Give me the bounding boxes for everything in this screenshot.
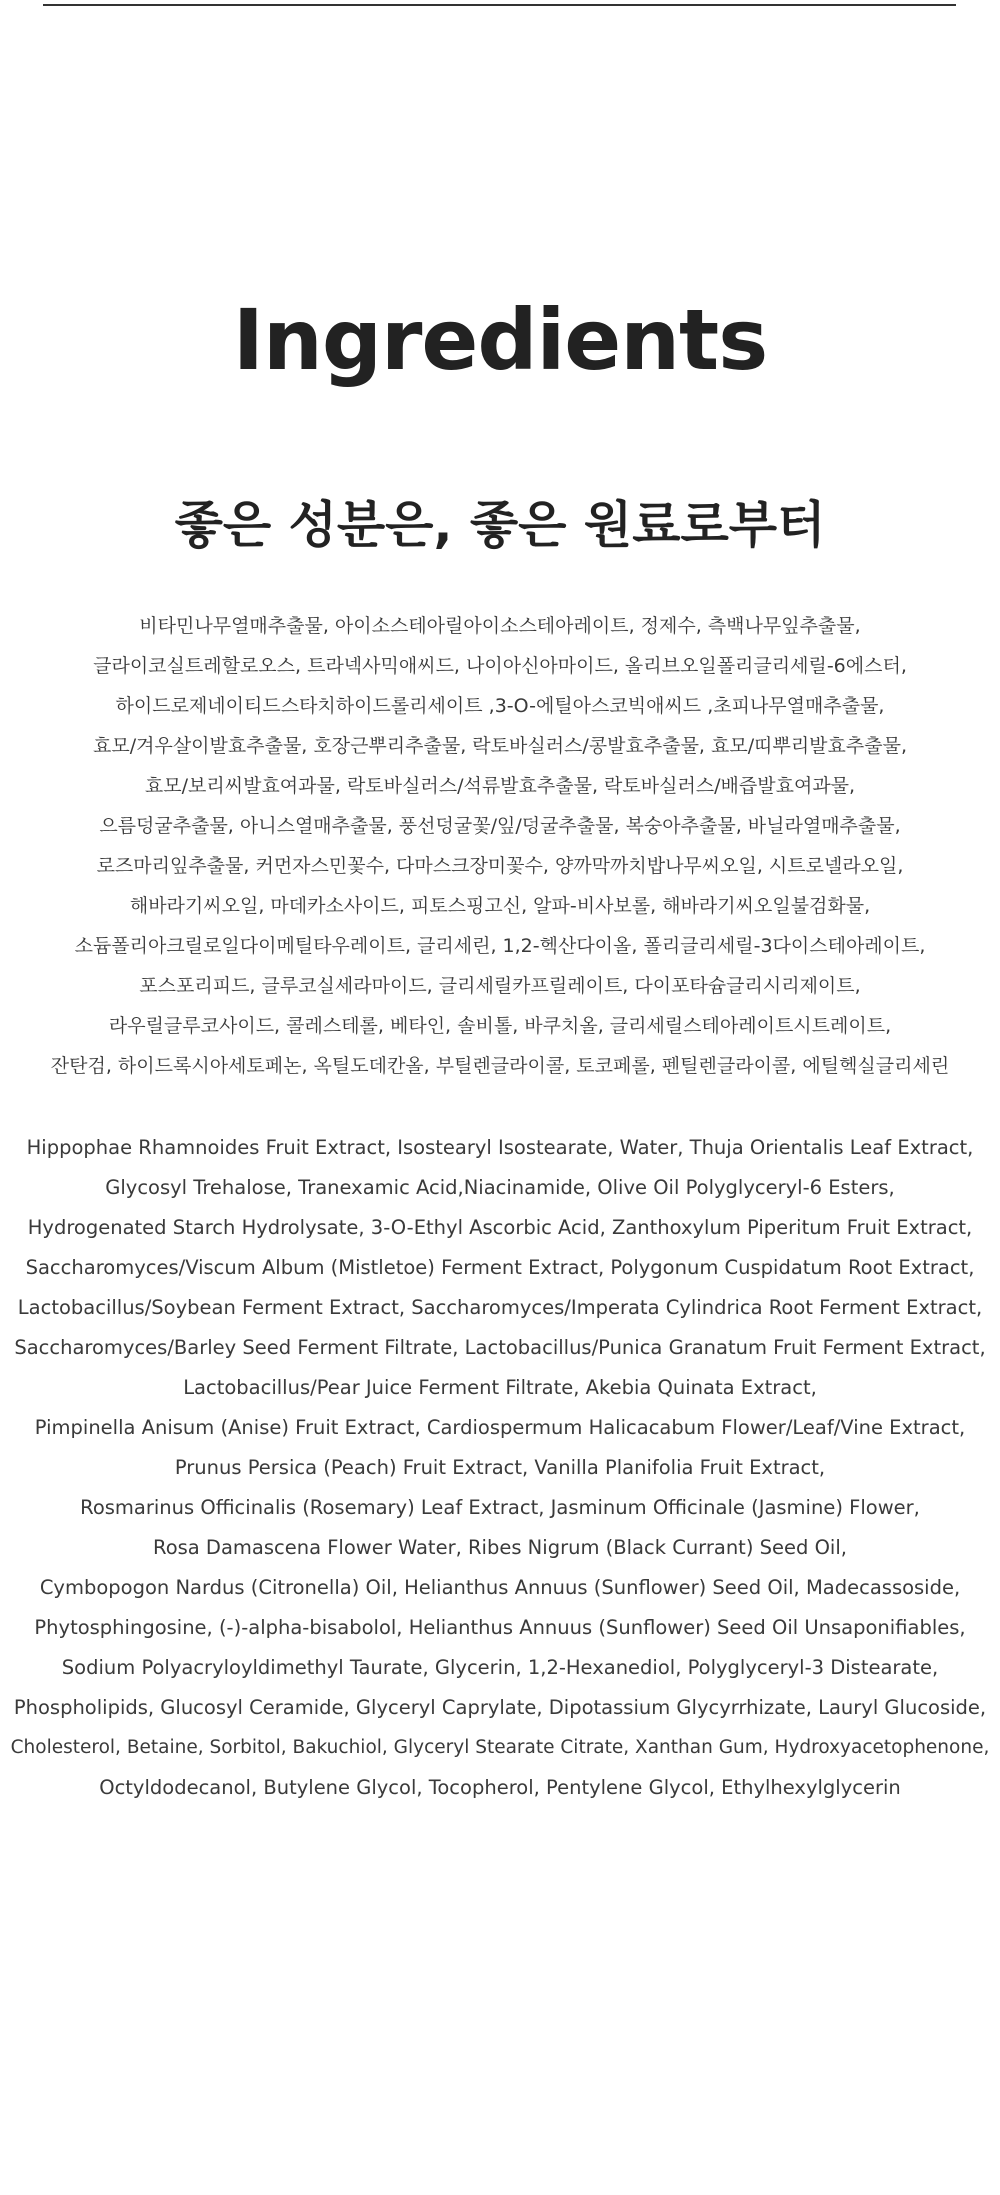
ingredient-line-en: Phytosphingosine, (-)-alpha-bisabolol, Helianthus Annuus (Sunflower) Seed Oil Unsaponifiables,: [34, 1616, 966, 1639]
ingredient-line-en: Pimpinella Anisum (Anise) Fruit Extract, Cardiospermum Halicacabum Flower/Leaf/Vine Extract,: [34, 1416, 966, 1439]
ingredient-line-ko: 글라이코실트레할로오스, 트라넥사믹애씨드, 나이아신아마이드, 올리브오일폴리글리세릴-6에스터,: [93, 655, 907, 677]
ingredients-english: [0, 1128, 1000, 1808]
ingredient-line-en: Glycosyl Trehalose, Tranexamic Acid,Niacinamide, Olive Oil Polyglyceryl-6 Esters,: [105, 1176, 895, 1199]
ingredient-line-en: Cymbopogon Nardus (Citronella) Oil, Helianthus Annuus (Sunflower) Seed Oil, Madecassoside,: [39, 1576, 961, 1599]
ingredient-line-en: Octyldodecanol, Butylene Glycol, Tocopherol, Pentylene Glycol, Ethylhexylglycerin: [99, 1776, 901, 1799]
page-title: Ingredients: [232, 291, 768, 389]
ingredients-korean: [0, 606, 1000, 1086]
page-subtitle: 좋은 성분은, 좋은 원료로부터: [174, 496, 826, 554]
ingredient-line-en: Saccharomyces/Barley Seed Ferment Filtrate, Lactobacillus/Punica Granatum Fruit Ferment Extract,: [14, 1336, 986, 1359]
ingredient-line-ko: 하이드로제네이티드스타치하이드롤리세이트 ,3-O-에틸아스코빅애씨드 ,초피나무열매추출물,: [115, 695, 885, 717]
ingredient-line-en: Phospholipids, Glucosyl Ceramide, Glyceryl Caprylate, Dipotassium Glycyrrhizate, Lauryl Glucoside,: [13, 1696, 987, 1719]
ingredient-line-en: Hippophae Rhamnoides Fruit Extract, Isostearyl Isostearate, Water, Thuja Orientalis Leaf Extract,: [26, 1136, 974, 1159]
ingredient-line-ko: 포스포리피드, 글루코실세라마이드, 글리세릴카프릴레이트, 다이포타슘글리시리제이트,: [139, 975, 861, 997]
ingredient-line-en: Lactobacillus/Soybean Ferment Extract, Saccharomyces/Imperata Cylindrica Root Ferment Extract,: [17, 1296, 983, 1319]
ingredient-line-en: Rosmarinus Officinalis (Rosemary) Leaf Extract, Jasminum Officinale (Jasmine) Flower,: [80, 1496, 920, 1519]
ingredient-line-en: Prunus Persica (Peach) Fruit Extract, Vanilla Planifolia Fruit Extract,: [174, 1456, 826, 1479]
ingredient-line-ko: 잔탄검, 하이드록시아세토페논, 옥틸도데칸올, 부틸렌글라이콜, 토코페롤, 펜틸렌글라이콜, 에틸헥실글리세린: [50, 1055, 950, 1077]
ingredient-line-ko: 효모/보리씨발효여과물, 락토바실러스/석류발효추출물, 락토바실러스/배즙발효여과물,: [144, 775, 856, 797]
ingredient-line-ko: 으름덩굴추출물, 아니스열매추출물, 풍선덩굴꽃/잎/덩굴추출물, 복숭아추출물, 바닐라열매추출물,: [99, 815, 901, 837]
ingredient-line-en: Sodium Polyacryloyldimethyl Taurate, Glycerin, 1,2-Hexanediol, Polyglyceryl-3 Distearate,: [61, 1656, 939, 1679]
ingredient-line-ko: 효모/겨우살이발효추출물, 호장근뿌리추출물, 락토바실러스/콩발효추출물, 효모/띠뿌리발효추출물,: [93, 735, 907, 757]
ingredient-line-ko: 라우릴글루코사이드, 콜레스테롤, 베타인, 솔비톨, 바쿠치올, 글리세릴스테아레이트시트레이트,: [108, 1015, 892, 1037]
ingredient-line-ko: 로즈마리잎추출물, 커먼자스민꽃수, 다마스크장미꽃수, 양까막까치밥나무씨오일, 시트로넬라오일,: [96, 855, 904, 877]
ingredient-line-en: Hydrogenated Starch Hydrolysate, 3-O-Ethyl Ascorbic Acid, Zanthoxylum Piperitum Fruit Extract,: [27, 1216, 973, 1239]
ingredient-line-en: Saccharomyces/Viscum Album (Mistletoe) Ferment Extract, Polygonum Cuspidatum Root Extract,: [25, 1256, 975, 1279]
ingredient-line-ko: 해바라기씨오일, 마데카소사이드, 피토스핑고신, 알파-비사보롤, 해바라기씨오일불검화물,: [129, 895, 871, 917]
ingredient-line-en: Cholesterol, Betaine, Sorbitol, Bakuchiol, Glyceryl Stearate Citrate, Xanthan Gum, Hydroxyacetophenone,: [10, 1737, 990, 1758]
ingredient-line-en: Rosa Damascena Flower Water, Ribes Nigrum (Black Currant) Seed Oil,: [153, 1536, 847, 1559]
top-divider: [43, 4, 956, 6]
ingredient-line-ko: 소듐폴리아크릴로일다이메틸타우레이트, 글리세린, 1,2-헥산다이올, 폴리글리세릴-3다이스테아레이트,: [74, 935, 926, 957]
ingredient-line-ko: 비타민나무열매추출물, 아이소스테아릴아이소스테아레이트, 정제수, 측백나무잎추출물,: [139, 615, 861, 637]
ingredient-line-en: Lactobacillus/Pear Juice Ferment Filtrate, Akebia Quinata Extract,: [183, 1376, 817, 1399]
